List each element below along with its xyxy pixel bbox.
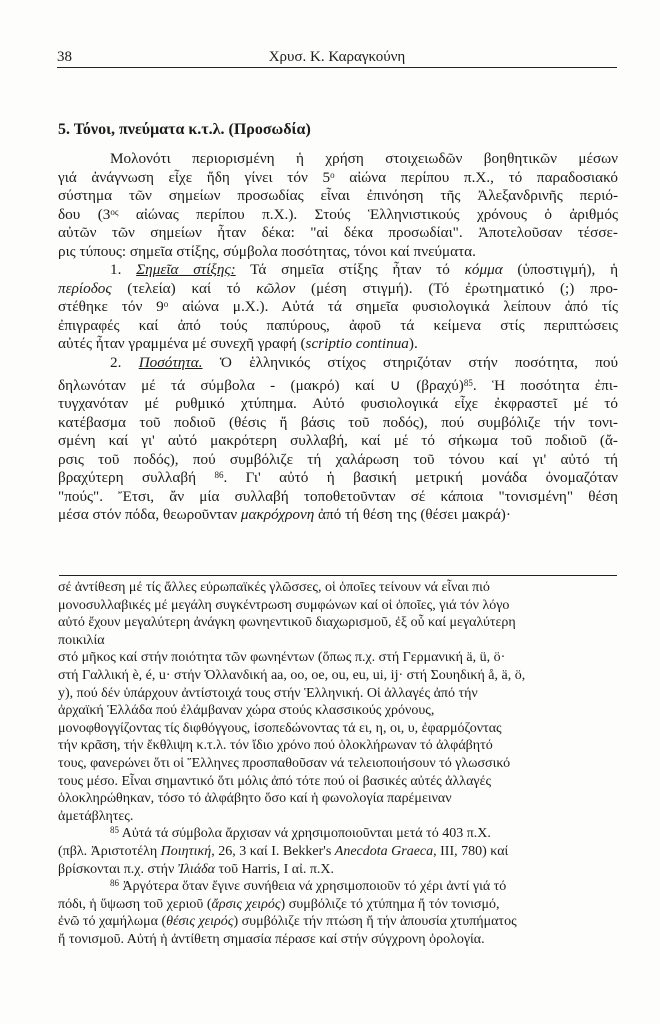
footnote-number-85: 85 [110,825,119,836]
italic-term: κόμμα [464,261,503,279]
superscript: ο [330,169,335,180]
footnote-line: σέ ἀντίθεση μέ τίς ἄλλες εὐρωπαϊκές γλῶσσες, οἱ ὁποῖες τείνουν νά εἶναι πιό [58,580,490,595]
text-line [58,298,618,317]
footnote-line: τους, φανερώνει ὅτι οἱ Ἕλληνες προσπαθοῦσαν νά τελειοποιήσουν τό γλωσσικό [58,755,511,771]
text-span: ) συμβόλιζε τήν πτώση ἤ τήν ἀπουσία χτυπήματος [233,914,517,930]
footnote-85 [58,825,600,843]
footnotes [58,579,600,948]
text-span: Ὁ ἑλληνικός στίχος στηριζόταν στήν ποσότητα, πού [202,354,618,372]
footnote-line: ἀμετάβλητες. [58,808,134,824]
text-line: σμένη καί γι' αὐτό μακρότερη συλλαβή, καί μέ τό σήκωμα τοῦ ποδιοῦ (ἄ- [58,432,618,450]
footnote-86 [58,878,600,896]
text-line [58,169,618,188]
text-span: , 26, 3 καί I. Bekker's [211,843,335,859]
italic-term: κῶλον [256,279,296,297]
running-head-author: Χρυσ. Κ. Καραγκούνη [268,49,406,65]
footnote-line: αὐτό ἔχουν μεγαλύτερη ἀνάγκη φωνηεντικοῦ διαχωρισμοῦ, ἐξ οὗ καί μεγαλύτερη [58,615,516,631]
text-line: τυγχανόταν μέ ρυθμικό χτύπημα. Αὐτό φυσιολογικά εἶχε ἐκφραστεῖ μέ τό [58,395,618,413]
text-span: . Ἡ ποσότητα ἐπι- [472,376,618,394]
section-title: 5. Τόνοι, πνεύματα κ.τ.λ. (Προσωδία) [58,121,311,138]
footnote-line: ἤ τονισμοῦ. Αὐτή ἡ ἀντίθετη σημασία πέρασε καί στήν σύγχρονη ὁρολογία. [58,931,485,947]
footnote-line: μονοφθογγίζοντας τίς διφθόγγους, ἰσοπεδώνοντας τά ει, η, οι, υ, ἐφαρμόζοντας [58,720,502,736]
superscript: ος [110,206,119,217]
text-span: δου (3 [58,205,111,223]
footnote-ref-85[interactable]: 85 [463,377,473,388]
text-line [58,506,618,525]
text-span: βρίσκονται π.χ. στήν [58,861,178,877]
text-span: αἰώνα περίπου π.Χ., τό παραδοσιακό [334,168,618,186]
text-line [58,469,618,488]
list-number: 2. [110,354,139,372]
footnote-ref-86[interactable]: 86 [214,470,224,481]
text-span: πόδι, ἡ ὕψωση τοῦ χεριοῦ ( [58,896,212,912]
text-line: σύστημα τῶν σημείων προσωδίας εἶναι ἐπινόηση τῆς Ἀλεξανδρινῆς περιό- [58,187,618,205]
text-line: ρις τύπους: σημεῖα στίξης, σύμβολα ποσότητας, τόνοι καί πνεύματα. [58,242,476,260]
text-span: αὐτές ἦταν γραμμένα μέ συνεχῆ γραφή ( [58,335,306,353]
footnote-line: στή Γαλλική è, é, u· στήν Ὁλλανδική aa, oo, oe, ou, eu, ui, ij· στή Σουηδική å, ä, ö, [58,667,526,683]
text-line: ρσις τοῦ ποδός), πού συμβόλιζε τή χαλάρωση τοῦ τόνου καί γι' αὐτό τή [58,450,618,468]
text-line [58,335,618,354]
text-span: ἐνῶ τό χαμήλωμα ( [58,914,167,930]
text-span: τοῦ Harris, I αἰ. π.Χ. [215,861,335,877]
text-span: ἀπό τή θέση της (θέσει μακρά)· [314,506,511,524]
subheading-quantity: Ποσότητα. [138,354,203,372]
text-span: , III, 780) καί [433,843,509,859]
italic-term: θέσις χειρός [166,914,234,930]
footnote-line [58,896,600,914]
italic-title: Ἰλιάδα [177,861,216,877]
text-span: στέθηκε τόν 9 [58,298,164,316]
text-span: . Γι' αὐτό ἡ βασική μετρική μονάδα ὀνομαζόταν [223,469,618,487]
footnote-line [58,913,600,931]
italic-term: μακρόχρονη [240,506,315,524]
text-span: (ὑποστιγμή), ἡ [502,261,619,279]
text-span: (τελεία) καί τό [111,279,257,297]
text-line: Μολονότι περιορισμένη ἡ χρήση στοιχειωδῶν βοηθητικῶν μέσων [110,150,618,167]
page-number: 38 [57,49,72,65]
page-header [57,46,617,68]
italic-term: περίοδος [58,279,112,297]
list-number: 1. [110,261,137,279]
text-line [58,377,618,396]
footnote-line: ἀρχαϊκή Ἑλλάδα πού ἐλάμβαναν χώρα στούς κλασσικούς χρόνους, [58,703,435,719]
text-span: αἰώνα μ.Χ.). Αὐτά τά σημεῖα φυσιολογικά λείπουν ἀπό τίς [168,298,618,316]
superscript: ο [163,299,169,310]
footnote-line: μονοσυλλαβικές μέ μεγάλη συγκέντρωση συμφώνων καί οἱ ὁποῖες, γιά τόν λόγο [58,597,510,613]
text-span: ). [408,335,418,353]
footnote-line: y), πού δέν ὑπάρχουν ἀντίστοιχά τους στήν Ἑλληνική. Οἱ ἀλλαγές ἀπό τήν [58,685,478,701]
footnote-line: ποικιλία [58,632,105,648]
text-line [58,280,618,299]
italic-term: ἄρσις χειρός [211,896,281,912]
text-line [58,261,618,280]
italic-latin: scriptio continua [305,335,409,353]
italic-title: Ποιητική [160,843,212,859]
text-span: μέσα στόν πόδα, θεωροῦνταν [58,506,241,524]
main-text [58,150,618,525]
text-line: ἐπιγραφές καί ἀπό τούς παπύρους, ἀφοῦ τά κείμενα στίς περιπτώσεις [58,316,618,334]
footnote-divider [59,575,617,576]
text-span: (πβλ. Ἀριστοτέλη [58,843,161,859]
text-line [58,206,618,225]
footnote-number-86: 86 [110,878,119,889]
text-span: Τά σημεῖα στίξης ἦταν τό [235,261,465,279]
footnote-line [58,861,600,879]
text-span: Αὐτά τά σύμβολα ἄρχισαν νά χρησιμοποιοῦνται μετά τό 403 π.Χ. [119,826,491,842]
footnote-line: στό μῆκος καί στήν ποιότητα τῶν φωνηέντων (ὅπως π.χ. στή Γερμανική ä, ü, ö· [58,650,506,666]
text-line: "πούς". Ἔτσι, ἄν μία συλλαβή τοποθετοῦνταν σέ κάποια "τονισμένη" θέση [58,487,618,505]
text-span: Ἀργότερα ὅταν ἔγινε συνήθεια νά χρησιμοποιοῦν τό χέρι ἀντί γιά τό [119,879,507,895]
text-span: ) συμβόλιζε τό χτύπημα ἤ τόν τονισμό, [280,896,500,912]
footnote-line [58,843,600,861]
text-line: αὐτῶν τῶν σημείων ἦταν δέκα: "αἱ δέκα προσωδίαι". Ἀποτελοῦσαν τέσσε- [58,224,618,242]
text-span: βραχύτερη συλλαβή [58,469,215,487]
italic-title: Anecdota Graeca [334,843,434,859]
text-span: (μέση στιγμή). (Τό ἐρωτηματικό (;) προ- [295,279,618,297]
text-span: αἰώνας περίπου π.Χ.). Στούς Ἑλληνιστικούς χρόνους ὁ ἀριθμός [118,205,618,223]
footnote-line: τήν κρᾶση, τήν ἔκθλιψη κ.τ.λ. τόν ἴδιο χρόνο πού ὁλοκλήρωναν τό ἀλφάβητό [58,738,493,754]
footnote-line: τους μέσο. Εἶναι σημαντικό ὅτι μόλις ἀπό τότε πού οἱ βασικές αὐτές ἀλλαγές [58,773,492,789]
text-line [58,354,618,373]
footnote-line: ὁλοκληρώθηκαν, τόσο τό ἀλφάβητο ὅσο καί ἡ φωνολογία παρέμειναν [58,791,452,807]
text-span: γιά ἀνάγνωση εἶχε ἤδη γίνει τόν 5 [58,168,331,186]
subheading-punctuation: Σημεῖα στίξης: [136,261,236,279]
text-span: δηλωνόταν μέ τά σύμβολα - (μακρό) καί ∪ (βραχύ) [58,376,464,394]
text-line: κατέβασμα τοῦ ποδιοῦ (θέσις ἤ βάσις τοῦ ποδός), πού συμβόλιζε τήν τονι- [58,413,618,431]
